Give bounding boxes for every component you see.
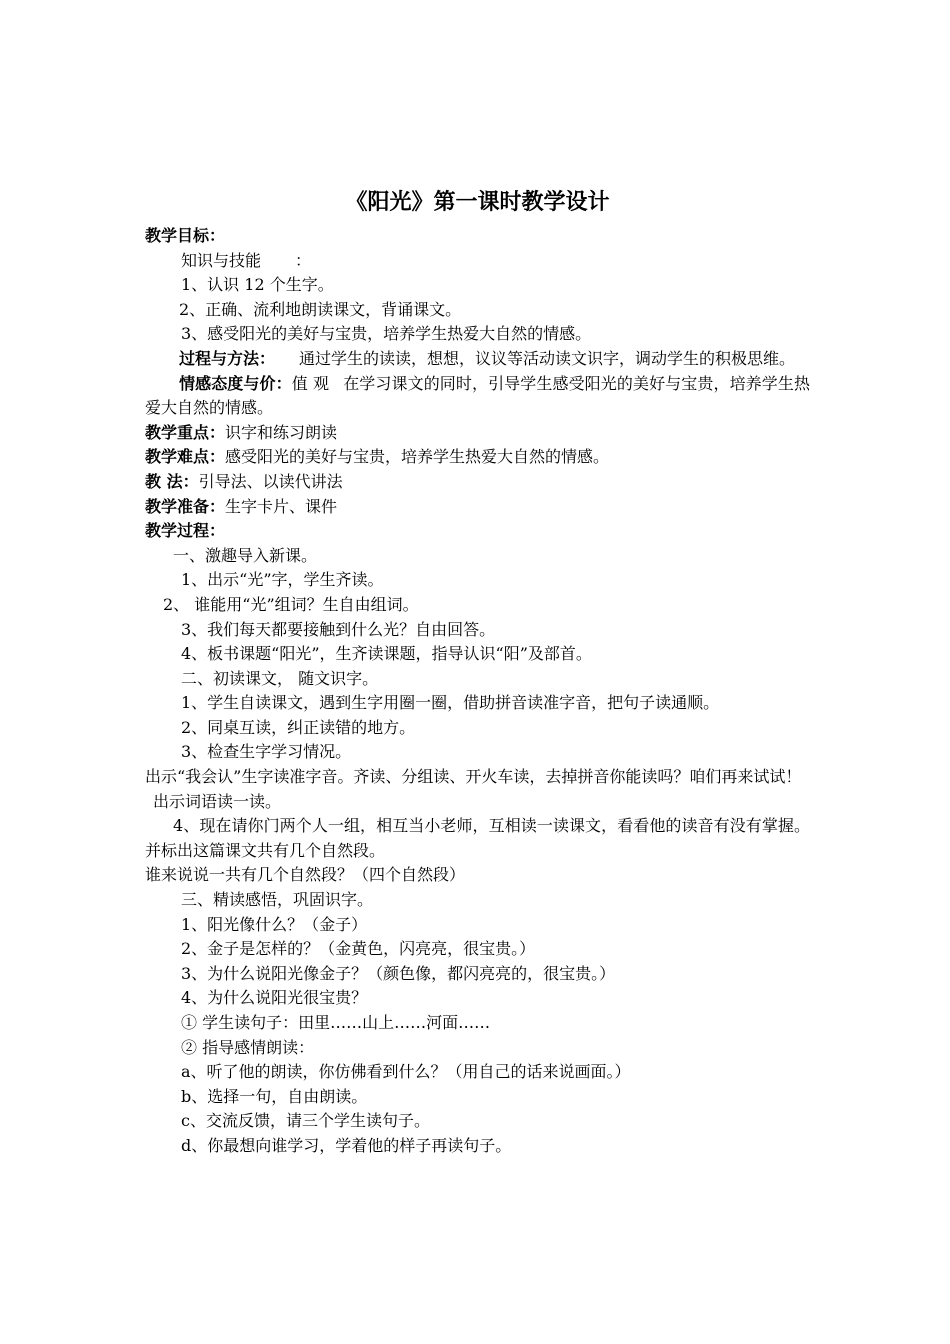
preparation-label: 教学准备： [145, 496, 226, 516]
difficulty-text: 感受阳光的美好与宝贵，培养学生热爱大自然的情感。 [225, 447, 610, 467]
goal-item-1: 1、认识 12 个生字。 [181, 275, 334, 295]
goals-heading: 教学目标： [145, 226, 226, 245]
emotion-label: 情感态度与价： [179, 373, 292, 393]
section2-item-3: 3、检查生字学习情况。 [181, 742, 352, 762]
section2-paragraph-2: 出示词语读一读。 [153, 791, 282, 811]
section3-item-6: ② 指导感情朗读： [181, 1037, 315, 1057]
section1-title: 一、激趣导入新课。 [173, 545, 318, 565]
section3-item-1: 1、阳光像什么？（金子） [181, 914, 368, 934]
section3-item-3: 3、为什么说阳光像金子？（颜色像，都闪亮亮的，很宝贵。） [181, 963, 616, 983]
section3-item-a: a、听了他的朗读，你仿佛看到什么？（用自己的话来说画面。） [181, 1062, 631, 1082]
emotion-text: 在学习课文的同时，引导学生感受阳光的美好与宝贵，培养学生热爱大自然的情感。 [145, 373, 810, 418]
section2-item-1: 1、学生自读课文，遇到生字用圈一圈，借助拼音读准字音，把句子读通顺。 [181, 693, 720, 713]
process-method-text: 通过学生的读读，想想，议议等活动读文识字，调动学生的积极思维。 [299, 348, 796, 368]
section3-item-b: b、选择一句，自由朗读。 [181, 1086, 368, 1106]
section1-item-1: 1、出示“光”字，学生齐读。 [181, 570, 384, 590]
goal-item-3: 3、感受阳光的美好与宝贵，培养学生热爱大自然的情感。 [181, 324, 592, 344]
section3-title: 三、精读感悟，巩固识字。 [181, 890, 374, 910]
section1-item-4: 4、板书课题“阳光”，生齐读课题，指导认识“阳”及部首。 [181, 644, 592, 664]
section3-item-d: d、你最想向谁学习，学着他的样子再读句子。 [181, 1135, 512, 1155]
section3-item-5: ① 学生读句子：田里……山上……河面…… [181, 1013, 491, 1032]
method-text: 引导法、以读代讲法 [198, 471, 343, 491]
section2-paragraph-3: 4、现在请你门两个人一组，相互当小老师，互相读一读课文，看看他的读音有没有掌握。并标出这篇课文共有几个自然段。 [145, 816, 810, 860]
emotion-paragraph [145, 372, 810, 421]
difficulty-label: 教学难点： [145, 447, 226, 467]
process-method-paragraph [145, 347, 810, 372]
section3-item-4: 4、为什么说阳光很宝贵？ [181, 988, 368, 1008]
goal-item-2: 2、正确、流利地朗读课文，背诵课文。 [179, 299, 462, 319]
emotion-word: 值 观 [291, 373, 330, 393]
process-method-label: 过程与方法： [179, 348, 276, 368]
document-title: 《阳光》第一课时教学设计 [345, 189, 610, 215]
section1-item-2: 2、 谁能用“光”组词？生自由组词。 [163, 594, 419, 614]
key-point-line [145, 421, 810, 446]
preparation-line [145, 495, 810, 520]
method-label: 教 法： [145, 471, 199, 491]
key-point-label: 教学重点： [145, 422, 226, 442]
knowledge-colon: ： [295, 250, 312, 270]
method-line [145, 470, 810, 495]
section2-item-2: 2、同桌互读，纠正读错的地方。 [181, 717, 416, 737]
section1-item-3: 3、我们每天都要接触到什么光？自由回答。 [181, 619, 496, 639]
section3-item-2: 2、金子是怎样的？（金黄色，闪亮亮，很宝贵。） [181, 939, 536, 959]
document-page [145, 180, 810, 1159]
section3-item-c: c、交流反馈，请三个学生读句子。 [181, 1111, 430, 1131]
knowledge-label: 知识与技能 [181, 250, 262, 270]
process-heading: 教学过程： [145, 521, 226, 541]
knowledge-line [145, 249, 810, 274]
key-point-text: 识字和练习朗读 [225, 422, 338, 442]
section2-title: 二、初读课文， 随文识字。 [181, 668, 379, 688]
section2-paragraph-1: 出示“我会认”生字读准字音。齐读、分组读、开火车读，去掉拼音你能读吗？咱们再来试试！ [145, 767, 802, 787]
difficulty-line [145, 445, 810, 470]
preparation-text: 生字卡片、课件 [225, 496, 338, 516]
section2-paragraph-4: 谁来说说一共有几个自然段？（四个自然段） [145, 865, 466, 885]
